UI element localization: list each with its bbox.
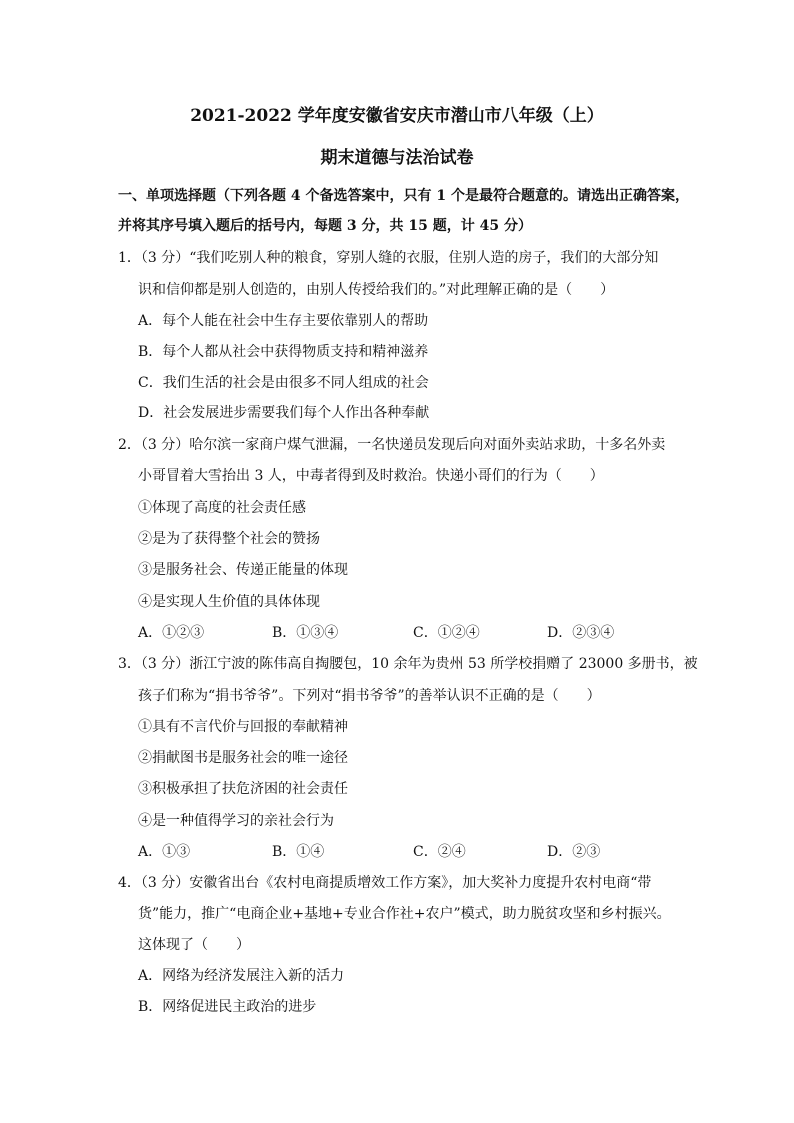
question-2-statement-2: ②是为了获得整个社会的赞扬 bbox=[138, 531, 320, 547]
question-2-choice-a: A．①②③ bbox=[138, 625, 205, 641]
exam-title-line1: 2021-2022 学年度安徽省安庆市潜山市八年级（上） bbox=[190, 106, 604, 126]
question-3-stem-line2: 孩子们称为“捐书爷爷”。下列对“捐书爷爷”的善举认识不正确的是（ ） bbox=[138, 688, 601, 704]
question-3-statement-4: ④是一种值得学习的亲社会行为 bbox=[138, 813, 334, 829]
section-heading-line2: 并将其序号填入题后的括号内，每题 3 分，共 15 题，计 45 分） bbox=[118, 218, 532, 234]
question-4-option-b: B．网络促进民主政治的进步 bbox=[138, 999, 317, 1015]
question-2-statement-3: ③是服务社会、传递正能量的体现 bbox=[138, 562, 348, 578]
question-1-option-c: C．我们生活的社会是由很多不同人组成的社会 bbox=[138, 375, 429, 391]
question-3-choice-a: A．①③ bbox=[138, 844, 191, 860]
question-3-stem-line1: 3．（3 分）浙江宁波的陈伟高自掏腰包，10 余年为贵州 53 所学校捐赠了 23000 多册书，被 bbox=[118, 656, 698, 672]
question-3-statement-1: ①具有不言代价与回报的奉献精神 bbox=[138, 719, 348, 735]
question-3-choice-d: D．②③ bbox=[547, 844, 601, 860]
question-2-choice-c: C．①②④ bbox=[413, 625, 480, 641]
question-3-statement-3: ③积极承担了扶危济困的社会责任 bbox=[138, 781, 348, 797]
question-4-option-a: A．网络为经济发展注入新的活力 bbox=[138, 968, 345, 984]
section-heading-line1: 一、单项选择题（下列各题 4 个备选答案中，只有 1 个是最符合题意的。请选出正确答案， bbox=[118, 188, 689, 204]
question-3-choice-c: C．②④ bbox=[413, 844, 466, 860]
question-1-stem-line2: 识和信仰都是别人创造的，由别人传授给我们的。”对此理解正确的是（ ） bbox=[138, 282, 615, 298]
question-2-statement-4: ④是实现人生价值的具体体现 bbox=[138, 594, 320, 610]
question-2-choice-b: B．①③④ bbox=[272, 625, 339, 641]
question-2-choice-d: D．②③④ bbox=[547, 625, 615, 641]
question-2-statement-1: ①体现了高度的社会责任感 bbox=[138, 500, 306, 516]
question-4-stem-line2: 货”能力，推广“电商企业+基地+专业合作社+农户”模式，助力脱贫攻坚和乡村振兴。 bbox=[138, 906, 671, 922]
question-1-stem-line1: 1．（3 分）“我们吃别人种的粮食，穿别人缝的衣服，住别人造的房子，我们的大部分知 bbox=[118, 250, 659, 266]
question-2-stem-line1: 2．（3 分）哈尔滨一家商户煤气泄漏，一名快递员发现后向对面外卖站求助，十多名外卖 bbox=[118, 437, 666, 453]
question-1-option-d: D．社会发展进步需要我们每个人作出各种奉献 bbox=[138, 405, 430, 421]
exam-title-line2: 期末道德与法治试卷 bbox=[320, 148, 474, 168]
question-4-stem-line1: 4．（3 分）安徽省出台《农村电商提质增效工作方案》，加大奖补力度提升农村电商“带 bbox=[118, 875, 652, 891]
question-3-statement-2: ②捐献图书是服务社会的唯一途径 bbox=[138, 750, 348, 766]
question-1-option-a: A．每个人能在社会中生存主要依靠别人的帮助 bbox=[138, 313, 429, 329]
question-1-option-b: B．每个人都从社会中获得物质支持和精神滋养 bbox=[138, 344, 429, 360]
question-3-choice-b: B．①④ bbox=[272, 844, 325, 860]
question-2-stem-line2: 小哥冒着大雪抬出 3 人，中毒者得到及时救治。快递小哥们的行为（ ） bbox=[138, 468, 604, 484]
question-4-stem-line3: 这体现了（ ） bbox=[138, 937, 250, 953]
